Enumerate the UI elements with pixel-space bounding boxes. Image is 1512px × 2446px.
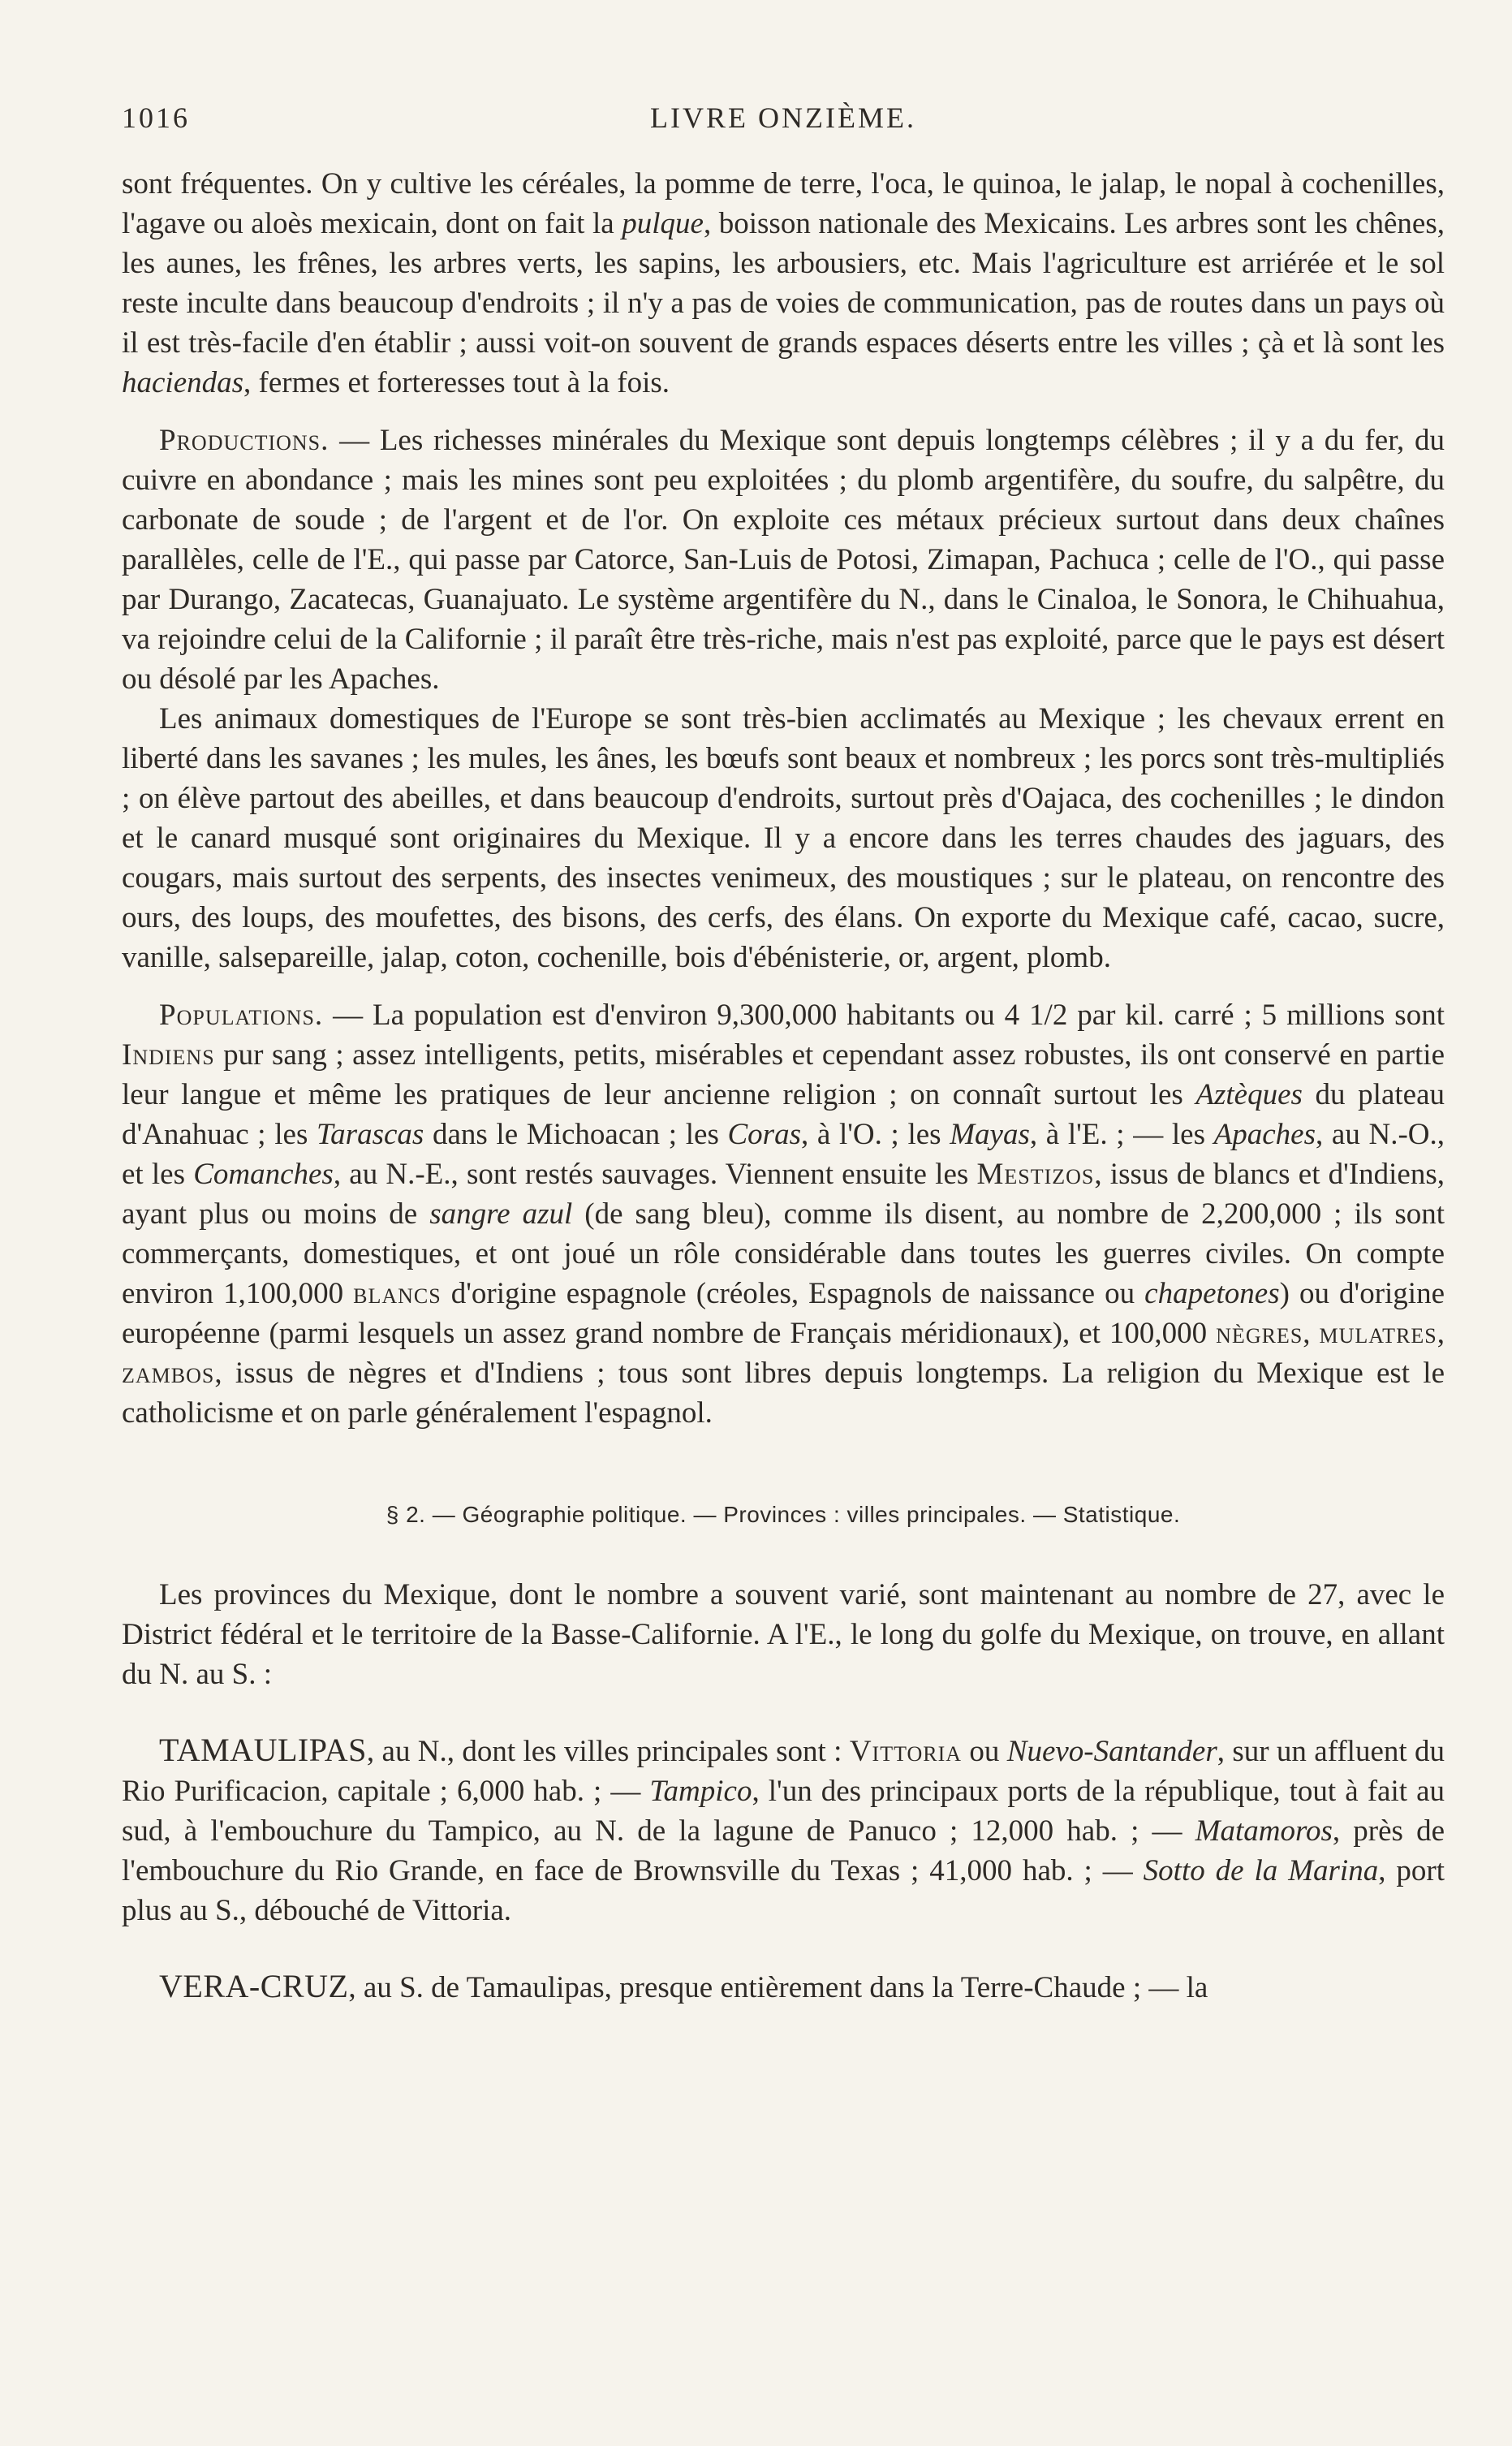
section-label-productions: Productions. [159, 424, 330, 457]
section-heading: § 2. — Géographie politique. — Provinces : villes principales. — Statistique. [386, 1502, 1181, 1527]
paragraph-provinces-intro: Les provinces du Mexique, dont le nombre a souvent varié, sont maintenant au nombre de 27, avec le District fédéral et le territoire de la Basse-Californie. A l'E., le long du golfe du Mexique, on trouve, en allant du N. au S. : [122, 1578, 1445, 1691]
province-name-tamaulipas: TAMAULIPAS [159, 1732, 367, 1768]
province-name-vera-cruz: VERA-CRUZ [159, 1968, 349, 2004]
paragraph-animals: Les animaux domestiques de l'Europe se sont très-bien acclimatés au Mexique ; les chevaux errent en liberté dans les savanes ; les mules, les ânes, les bœufs sont beaux et nombreux ; les porcs sont très-multipliés ; on élève partout des abeilles, et dans beaucoup d'endroits, surtout près d'Oajaca, des cochenilles ; le dindon et le canard musqué sont originaires du Mexique. Il y a encore dans les terres chaudes des jaguars, des cougars, mais surtout des serpents, des insectes venimeux, des moustiques ; sur le plateau, on rencontre des ours, des loups, des moufettes, des bisons, des cerfs, des élans. On exporte du Mexique café, cacao, sucre, vanille, salsepareille, jalap, coton, cochenille, bois d'ébénisterie, or, argent, plomb. [122, 702, 1445, 974]
page-body [122, 164, 1445, 2008]
paragraph-populations: Populations. — La population est d'environ 9,300,000 habitants ou 4 1/2 par kil. carré ; 5 millions sont Indiens pur sang ; assez intelligents, petits, misérables et cependant assez robustes, ils ont conservé en partie leur langue et même les pratiques de leur ancienne religion ; on connaît surtout les Aztèques du plateau d'Anahuac ; les Tarascas dans le Michoacan ; les Coras, à l'O. ; les Mayas, à l'E. ; — les Apaches, au N.-O., et les Comanches, au N.-E., sont restés sauvages. Viennent ensuite les Mestizos, issus de blancs et d'Indiens, ayant plus ou moins de sangre azul (de sang bleu), comme ils disent, au nombre de 2,200,000 ; ils sont commerçants, domestiques, et ont joué un rôle considérable dans toutes les guerres civiles. On compte environ 1,100,000 blancs d'origine espagnole (créoles, Espagnols de naissance ou chapetones) ou d'origine européenne (parmi lesquels un assez grand nombre de Français méridionaux), et 100,000 nègres, mulatres, zambos, issus de nègres et d'Indiens ; tous sont libres depuis longtemps. La religion du Mexique est le catholicisme et on parle généralement l'espagnol. [122, 999, 1445, 1430]
section-label-populations: Populations. [159, 999, 324, 1032]
paragraph-productions: Productions. — Les richesses minérales du Mexique sont depuis longtemps célèbres ; il y a du fer, du cuivre en abondance ; mais les mines sont peu exploitées ; du plomb argentifère, du soufre, du salpêtre, du carbonate de soude ; de l'argent et de l'or. On exploite ces métaux précieux surtout dans deux chaînes parallèles, celle de l'E., qui passe par Catorce, San-Luis de Potosi, Zimapan, Pachuca ; celle de l'O., qui passe par Durango, Zacatecas, Guanajuato. Le système argentifère du N., dans le Cinaloa, le Sonora, le Chihuahua, va rejoindre celui de la Californie ; il paraît être très-riche, mais n'est pas exploité, parce que le pays est désert ou désolé par les Apaches. [122, 424, 1445, 696]
running-title: LIVRE ONZIÈME. [650, 101, 916, 134]
paragraph-agriculture: sont fréquentes. On y cultive les céréales, la pomme de terre, l'oca, le quinoa, le jalap, le nopal à cochenilles, l'agave ou aloès mexicain, dont on fait la pulque, boisson nationale des Mexicains. Les arbres sont les chênes, les aunes, les frênes, les arbres verts, les sapins, les arbousiers, etc. Mais l'agriculture est arriérée et le sol reste inculte dans beaucoup d'endroits ; il n'y a pas de voies de communication, pas de routes dans un pays où il est très-facile d'en établir ; aussi voit-on souvent de grands espaces déserts entre les villes ; çà et là sont les haciendas, fermes et forteresses tout à la fois. [122, 167, 1445, 399]
paragraph-vera-cruz: VERA-CRUZ, au S. de Tamaulipas, presque entièrement dans la Terre-Chaude ; — la [159, 1968, 1208, 2004]
page-header [122, 94, 1445, 143]
page-number: 1016 [122, 101, 190, 134]
paragraph-tamaulipas: TAMAULIPAS, au N., dont les villes principales sont : Vittoria ou Nuevo-Santander, sur un affluent du Rio Purificacion, capitale ; 6,000 hab. ; — Tampico, l'un des principaux ports de la république, tout à fait au sud, à l'embouchure du Tampico, au N. de la lagune de Panuco ; 12,000 hab. ; — Matamoros, près de l'embouchure du Rio Grande, en face de Brownsville du Texas ; 41,000 hab. ; — Sotto de la Marina, port plus au S., débouché de Vittoria. [122, 1732, 1445, 1927]
